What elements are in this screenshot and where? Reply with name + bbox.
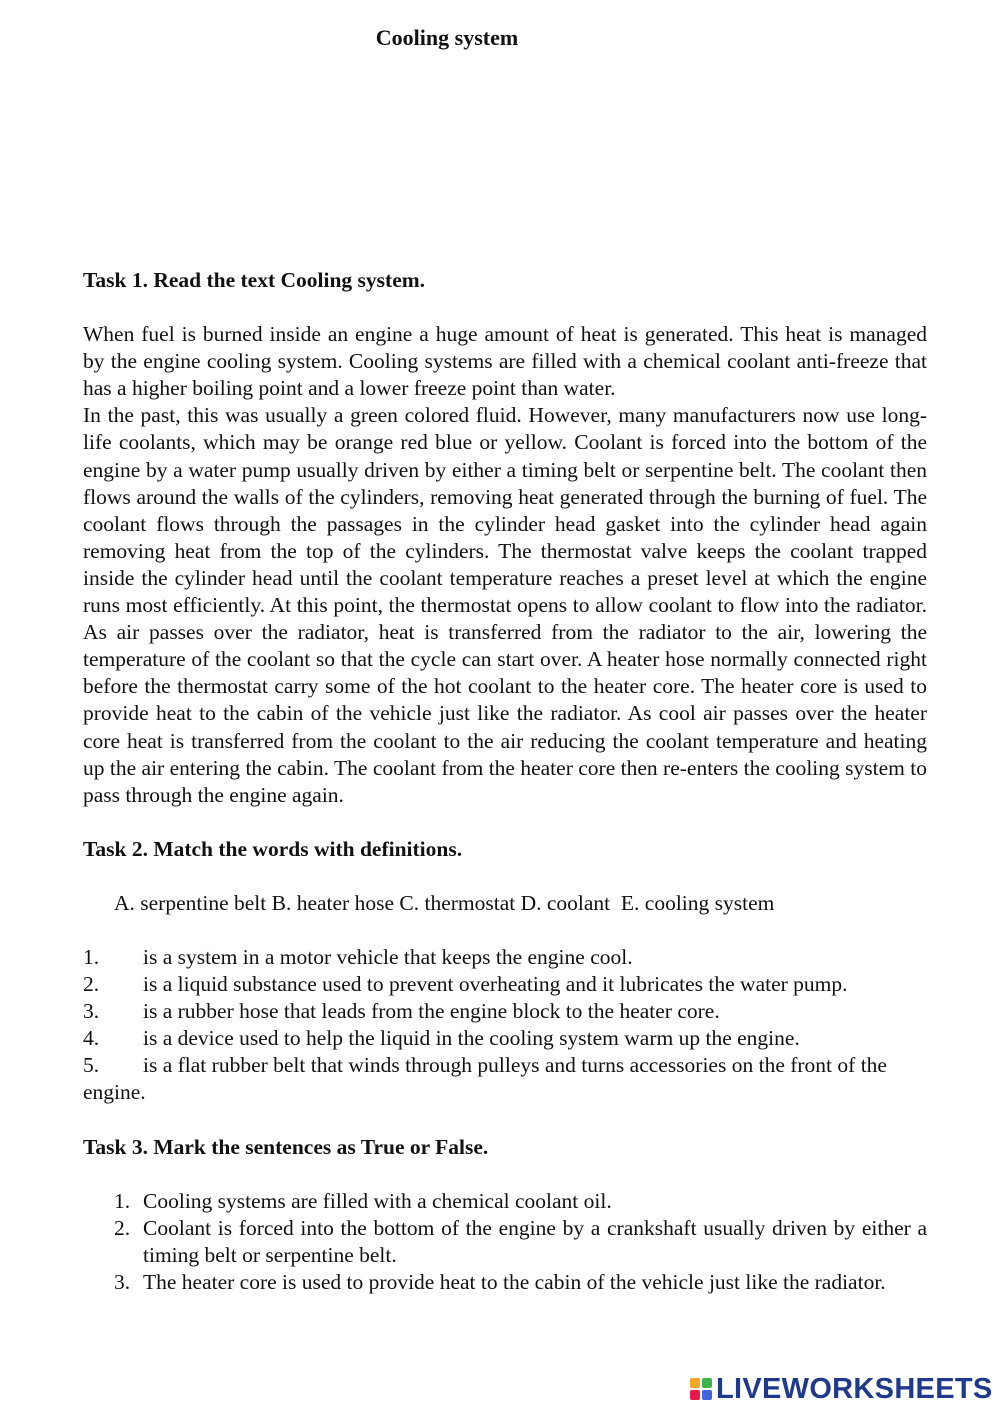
- item-number: 1.: [114, 1188, 131, 1213]
- task1-paragraph-2: In the past, this was usually a green colored fluid. However, many manufacturers now use long-life coolants, which may be orange red blue or yellow. Coolant is forced into the bottom of the engine by a water pump usually driven by either a timing belt or serpentine belt. The coolant then flows around the walls of the cylinders, removing heat generated through the burning of fuel. The coolant flows through the passages in the cylinder head gasket into the cylinder head again removing heat from the top of the cylinders. The thermostat valve keeps the coolant trapped inside the cylinder head until the coolant temperature reaches a preset level at which the engine runs most efficiently. At this point, the thermostat opens to allow coolant to flow into the radiator. As air passes over the radiator, heat is transferred from the radiator to the air, lowering the temperature of the coolant so that the cycle can start over. A heater hose normally connected right before the thermostat carry some of the hot coolant to the heater core. The heater core is used to provide heat to the cabin of the vehicle just like the radiator. As cool air passes over the heater core heat is transferred from the coolant to the air reducing the coolant temperature and heating up the air entering the cabin. The coolant from the heater core then re-enters the cooling system to pass through the engine again.: [83, 403, 927, 807]
- logo-icon-square: [702, 1378, 712, 1388]
- logo-icon-square: [702, 1390, 712, 1400]
- definition-number: 5.: [83, 1053, 100, 1078]
- item-number: 3.: [114, 1269, 131, 1294]
- item-text: Cooling systems are filled with a chemical coolant oil.: [143, 1188, 612, 1213]
- true-false-list: [83, 1188, 927, 1296]
- task2-heading: Task 2. Match the words with definitions.: [83, 836, 463, 861]
- task3-heading: Task 3. Mark the sentences as True or False.: [83, 1134, 489, 1159]
- definition-number: 4.: [83, 1026, 100, 1051]
- logo-text: LIVEWORKSHEETS: [716, 1373, 993, 1405]
- definition-text: is a liquid substance used to prevent overheating and it lubricates the water pump.: [143, 972, 848, 997]
- definition-number: 1.: [83, 944, 100, 969]
- logo-icon-square: [690, 1378, 700, 1388]
- definition-item: [83, 998, 927, 1025]
- worksheet-content: [83, 267, 927, 1296]
- liveworksheets-logo-icon: [690, 1378, 712, 1400]
- true-false-item: [83, 1188, 927, 1215]
- definition-item: [83, 971, 927, 998]
- definition-text: is a rubber hose that leads from the engine block to the heater core.: [143, 999, 720, 1024]
- task1-paragraph-1: When fuel is burned inside an engine a huge amount of heat is generated. This heat is managed by the engine cooling system. Cooling systems are filled with a chemical coolant anti-freeze that has a higher boiling point and a lower freeze point than water.: [83, 322, 927, 401]
- word-bank: A. serpentine belt B. heater hose C. thermostat D. coolant E. cooling system: [114, 890, 775, 915]
- item-number: 2.: [114, 1215, 131, 1240]
- definition-item: [83, 944, 927, 971]
- definition-text: is a system in a motor vehicle that keeps the engine cool.: [143, 944, 633, 969]
- definition-number: 3.: [83, 999, 100, 1024]
- task1-heading: Task 1. Read the text Cooling system.: [83, 268, 426, 292]
- definition-text: is a device used to help the liquid in the cooling system warm up the engine.: [143, 1026, 800, 1051]
- item-text: Coolant is forced into the bottom of the engine by a crankshaft usually driven by either a timing belt or serpentine belt.: [143, 1215, 927, 1267]
- logo-icon-square: [690, 1390, 700, 1400]
- definition-text: is a flat rubber belt that winds through pulleys and turns accessories on the front of the engine.: [83, 1053, 887, 1105]
- definition-item: [83, 1052, 927, 1106]
- definition-number: 2.: [83, 972, 100, 997]
- item-text: The heater core is used to provide heat to the cabin of the vehicle just like the radiator.: [143, 1269, 886, 1294]
- definition-item: [83, 1025, 927, 1052]
- page-title: Cooling system: [375, 25, 519, 50]
- true-false-item: [83, 1269, 927, 1296]
- definition-list: [83, 944, 927, 1107]
- liveworksheets-logo: [690, 1373, 993, 1405]
- true-false-item: [83, 1215, 927, 1269]
